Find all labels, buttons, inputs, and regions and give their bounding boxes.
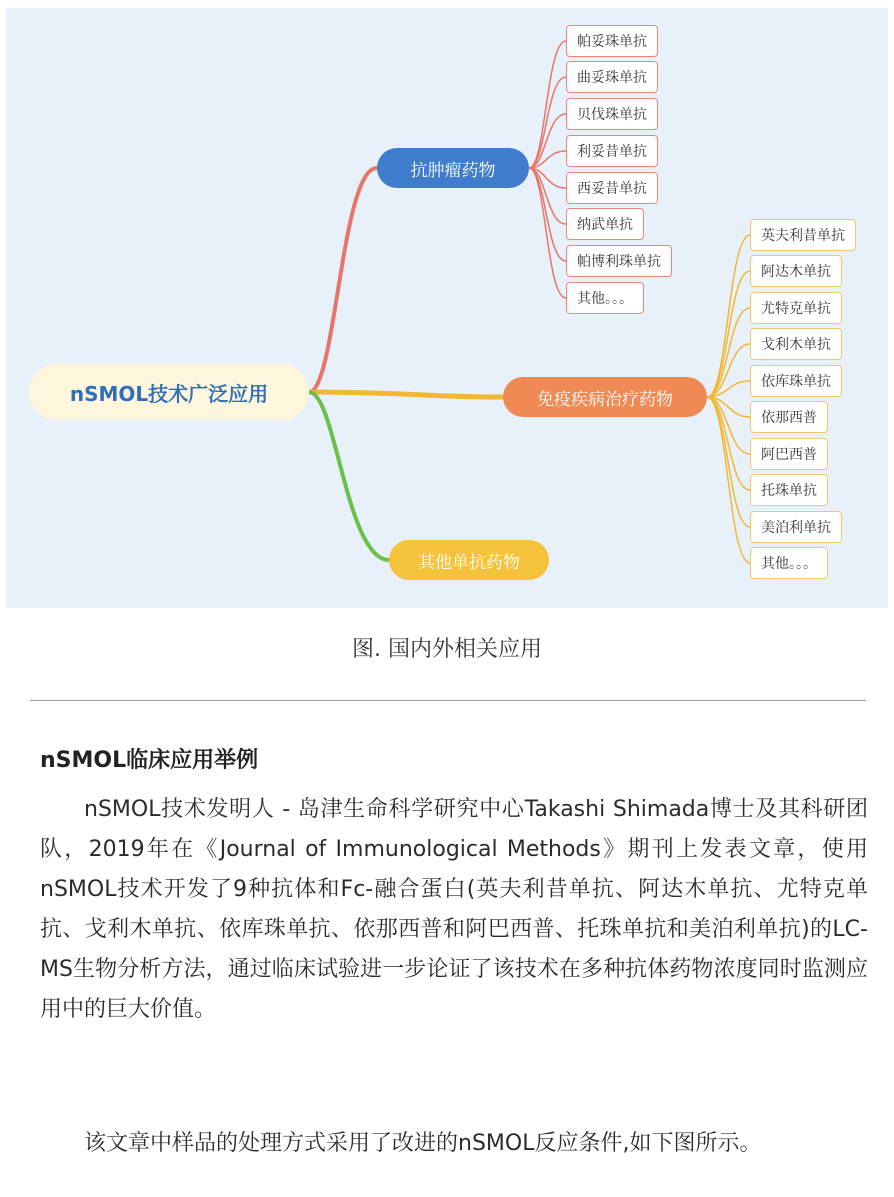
leaf-immune: 美泊利单抗 [750, 511, 842, 543]
connector-line [707, 308, 750, 397]
connector-line [529, 114, 566, 168]
leaf-immune: 托珠单抗 [750, 474, 828, 506]
connector-line [707, 235, 750, 397]
leaf-antitumor: 纳武单抗 [566, 208, 644, 240]
leaf-immune: 依库珠单抗 [750, 365, 842, 397]
leaf-antitumor: 西妥昔单抗 [566, 172, 658, 204]
leaf-immune: 依那西普 [750, 401, 828, 433]
section-heading: nSMOL临床应用举例 [40, 748, 259, 773]
connector-line [529, 77, 566, 168]
body-paragraph: 该文章中样品的处理方式采用了改进的nSMOL反应条件,如下图所示。 [84, 1131, 762, 1156]
leaf-immune: 阿达木单抗 [750, 255, 842, 287]
connector-line [309, 392, 389, 560]
connector-line [529, 168, 566, 224]
connector-line [707, 397, 750, 490]
connector-line [529, 41, 566, 168]
branch-immune: 免疫疾病治疗药物 [503, 377, 707, 417]
figure-caption: 图. 国内外相关应用 [352, 637, 542, 662]
mind-map-diagram [6, 8, 888, 608]
section-divider [30, 700, 866, 701]
leaf-immune: 尤特克单抗 [750, 292, 842, 324]
branch-antitumor: 抗肿瘤药物 [377, 148, 529, 188]
connector-line [529, 168, 566, 261]
leaf-antitumor: 贝伐珠单抗 [566, 98, 658, 130]
leaf-antitumor: 其他。。。 [566, 282, 644, 314]
mind-map-root: nSMOL技术广泛应用 [29, 364, 309, 420]
connector-line [309, 392, 503, 397]
leaf-antitumor: 利妥昔单抗 [566, 135, 658, 167]
leaf-immune: 戈利木单抗 [750, 328, 842, 360]
leaf-immune: 英夫利昔单抗 [750, 219, 856, 251]
leaf-immune: 阿巴西普 [750, 438, 828, 470]
leaf-antitumor: 曲妥珠单抗 [566, 61, 658, 93]
connector-line [309, 168, 377, 392]
leaf-antitumor: 帕妥珠单抗 [566, 25, 658, 57]
leaf-immune: 其他。。。 [750, 547, 828, 579]
body-paragraph: nSMOL技术发明人 - 岛津生命科学研究中心Takashi Shimada博士及其科研团队，2019年在《Journal of Immunological Methods》期刊上发表文章，使用nSMOL技术开发了9种抗体和Fc-融合蛋白(英夫利昔单抗、阿达木单抗、尤特克单抗、戈利木单抗、依库珠单抗、依那西普和阿巴西普、托珠单抗和美泊利单抗)的LC-MS生物分析方法，通过临床试验进一步论证了该技术在多种抗体药物浓度同时监测应用中的巨大价值。 [40, 797, 868, 1022]
leaf-antitumor: 帕博利珠单抗 [566, 245, 672, 277]
connector-line [707, 397, 750, 563]
branch-other-antibodies: 其他单抗药物 [389, 540, 549, 580]
connector-line [707, 271, 750, 397]
